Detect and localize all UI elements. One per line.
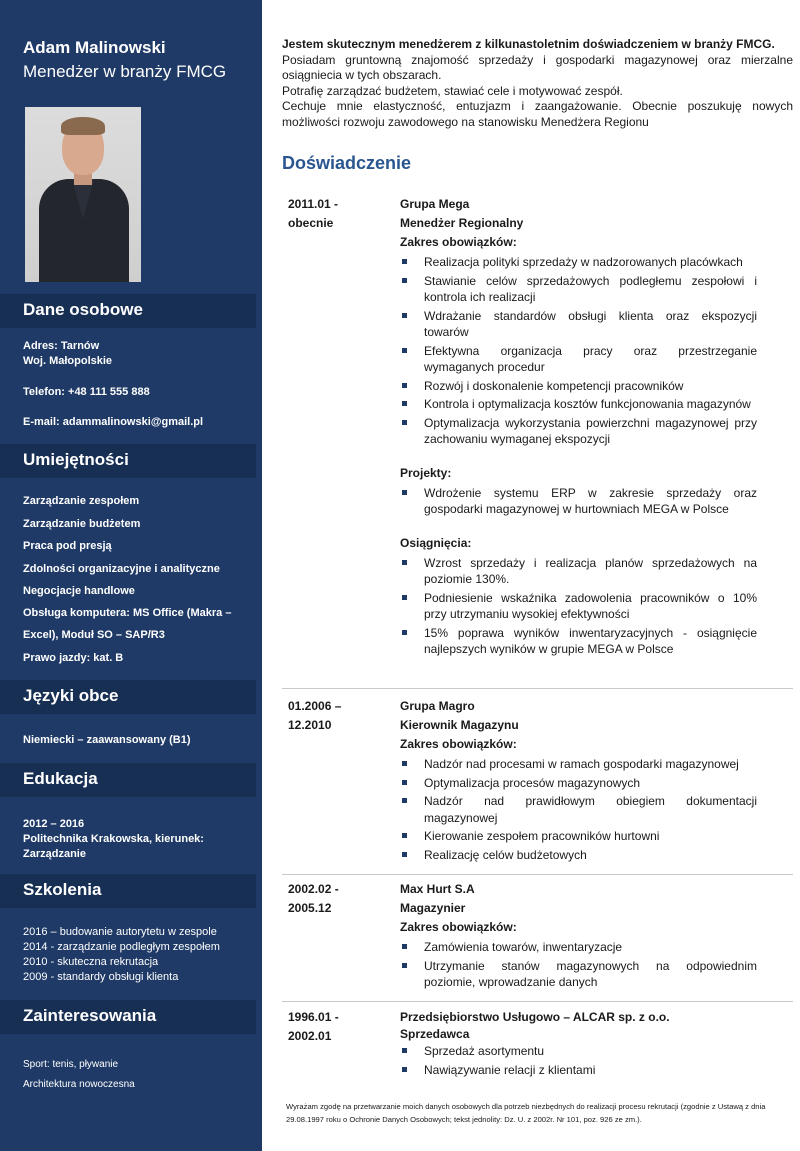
job-details: [400, 880, 757, 991]
list-item: Podniesienie wskaźnika zadowolenia pracowników o 10% przy utrzymaniu wysokiej efektywności: [400, 590, 757, 623]
divider: [282, 688, 793, 689]
section-personal: [0, 294, 256, 328]
list-item: Nadzór nad procesami w ramach gospodarki magazynowej: [400, 756, 757, 773]
education-field: Zarządzanie: [23, 848, 86, 860]
list-item: Sprzedaż asortymentu: [400, 1043, 757, 1060]
training-item: 2014 - zarządzanie podległym zespołem: [23, 941, 220, 953]
projects-label: Projekty:: [400, 465, 452, 480]
training-item: 2010 - skuteczna rekrutacja: [23, 956, 159, 968]
summary-paragraph: Posiadam gruntowną znajomość sprzedaży i gospodarki magazynowej oraz mierzalne osiągniecia w tych obszarach.: [282, 52, 793, 82]
job-dates: [288, 1008, 378, 1046]
region-line: Woj. Małopolskie: [23, 355, 113, 367]
duties-list: [400, 939, 757, 991]
job-details: [400, 697, 757, 863]
sidebar: [0, 0, 262, 1151]
section-trainings: [0, 874, 256, 908]
duties-list: [400, 1043, 757, 1078]
section-skills: [0, 444, 256, 478]
gdpr-consent: Wyrażam zgodę na przetwarzanie moich danych osobowych dla potrzeb niezbędnych do realizacji procesu rekrutacji (zgodnie z Ustawą z dnia 29.08.1997 roku o Ochronie Danych Osobowych; tekst jednolity: Dz. U. z 2002r. Nr 101, poz. 926 ze zm.).: [286, 1102, 766, 1124]
interest-item: Sport: tenis, pływanie: [23, 1059, 119, 1070]
job-company: Max Hurt S.A: [400, 882, 475, 896]
job-dates: [288, 880, 378, 918]
projects-list: [400, 485, 757, 518]
list-item: Realizację celów budżetowych: [400, 847, 757, 864]
job-date-end: 2002.01: [288, 1029, 332, 1043]
job-company: Grupa Mega: [400, 197, 470, 211]
list-item: Nawiązywanie relacji z klientami: [400, 1062, 757, 1079]
skill-item: Zdolności organizacyjne i analityczne: [23, 563, 220, 575]
list-item: 15% poprawa wyników inwentaryzacyjnych - osiągnięcie najlepszych wyników w grupie MEGA w Polsce: [400, 625, 757, 658]
section-heading: Umiejętności: [23, 450, 129, 469]
skill-item: Negocjacje handlowe: [23, 585, 135, 597]
skill-item: Excel), Moduł SO – SAP/R3: [23, 629, 165, 641]
job-role: Kierownik Magazynu: [400, 718, 519, 732]
address-line: Adres: Tarnów: [23, 340, 100, 352]
duties-list: [400, 254, 757, 448]
training-item: 2009 - standardy obsługi klienta: [23, 971, 179, 983]
interest-item: Architektura nowoczesna: [23, 1079, 135, 1090]
list-item: Optymalizacja wykorzystania powierzchni magazynowej przy zachowaniu wymaganej ekspozycji: [400, 415, 757, 448]
skill-item: Obsługa komputera: MS Office (Makra –: [23, 607, 232, 619]
job-role: Sprzedawca: [400, 1027, 470, 1041]
job-details: [400, 1008, 757, 1078]
section-heading: Języki obce: [23, 686, 119, 705]
summary-lead: Jestem skutecznym menedżerem z kilkunastoletnim doświadczeniem w branży FMCG.: [282, 37, 775, 51]
list-item: Stawianie celów sprzedażowych podległemu zespołowi i kontrola ich realizacji: [400, 273, 757, 306]
training-item: 2016 – budowanie autorytetu w zespole: [23, 926, 217, 938]
list-item: Optymalizacja procesów magazynowych: [400, 775, 757, 792]
job-role: Magazynier: [400, 901, 466, 915]
list-item: Nadzór nad prawidłowym obiegiem dokumentacji magazynowej: [400, 793, 757, 826]
list-item: Efektywna organizacja pracy oraz przestrzeganie wymaganych procedur: [400, 343, 757, 376]
list-item: Realizacja polityki sprzedaży w nadzorowanych placówkach: [400, 254, 757, 271]
email-line[interactable]: E-mail: adammalinowski@gmail.pl: [23, 416, 204, 428]
section-heading: Szkolenia: [23, 880, 102, 899]
job-date-start: 2002.02 -: [288, 882, 339, 896]
job-date-start: 01.2006 –: [288, 699, 342, 713]
list-item: Zamówienia towarów, inwentaryzacje: [400, 939, 757, 956]
list-item: Kierowanie zespołem pracowników hurtowni: [400, 828, 757, 845]
summary-paragraph: Cechuje mnie elastyczność, entuzjazm i zaangażowanie. Obecnie poszukuję nowych możliwości rozwoju zawodowego na stanowisku Menedżera Regionu: [282, 99, 793, 129]
list-item: Utrzymanie stanów magazynowych na odpowiednim poziomie, wprowadzanie danych: [400, 958, 757, 991]
job-date-end: 2005.12: [288, 901, 332, 915]
language-item: Niemiecki – zaawansowany (B1): [23, 734, 191, 746]
list-item: Wzrost sprzedaży i realizacja planów sprzedażowych na poziomie 130%.: [400, 555, 757, 588]
job-company: Przedsiębiorstwo Usługowo – ALCAR sp. z o.o.: [400, 1010, 670, 1024]
job-dates: [288, 697, 378, 735]
list-item: Kontrola i optymalizacja kosztów funkcjonowania magazynów: [400, 396, 757, 413]
job-date-end: obecnie: [288, 216, 334, 230]
section-heading: Dane osobowe: [23, 300, 143, 319]
section-education: [0, 763, 256, 797]
duties-list: [400, 756, 757, 863]
job-dates: [288, 195, 378, 233]
job-date-start: 2011.01 -: [288, 197, 339, 211]
section-heading: Edukacja: [23, 769, 98, 788]
job-company: Grupa Magro: [400, 699, 475, 713]
duties-label: Zakres obowiązków:: [400, 737, 517, 751]
profile-photo: [25, 107, 141, 282]
divider: [282, 874, 793, 875]
job-role: Menedżer Regionalny: [400, 216, 524, 230]
skill-item: Zarządzanie budżetem: [23, 518, 141, 530]
list-item: Rozwój i doskonalenie kompetencji pracowników: [400, 378, 757, 395]
duties-label: Zakres obowiązków:: [400, 920, 517, 934]
job-date-end: 12.2010: [288, 718, 332, 732]
candidate-title: Menedżer w branży FMCG: [23, 62, 227, 81]
candidate-name: Adam Malinowski: [23, 38, 166, 57]
achievements-label: Osiągnięcia:: [400, 535, 472, 550]
skill-item: Prawo jazdy: kat. B: [23, 652, 124, 664]
achievements-list: [400, 555, 757, 658]
skill-item: Zarządzanie zespołem: [23, 495, 140, 507]
education-school: Politechnika Krakowska, kierunek:: [23, 833, 204, 845]
list-item: Wdrożenie systemu ERP w zakresie sprzedaży oraz gospodarki magazynowej w hurtowniach MEGA w Polsce: [400, 485, 757, 518]
job-details: [400, 195, 757, 658]
education-years: 2012 – 2016: [23, 818, 85, 830]
profile-summary: [282, 37, 793, 130]
job-date-start: 1996.01 -: [288, 1010, 339, 1024]
summary-paragraph: Potrafię zarządzać budżetem, stawiać cele i motywować zespół.: [282, 83, 623, 98]
section-languages: [0, 680, 256, 714]
phone-line: Telefon: +48 111 555 888: [23, 386, 150, 398]
divider: [282, 1001, 793, 1002]
section-heading: Zainteresowania: [23, 1006, 157, 1025]
duties-label: Zakres obowiązków:: [400, 235, 517, 249]
experience-heading: Doświadczenie: [282, 153, 412, 173]
section-interests: [0, 1000, 256, 1034]
list-item: Wdrażanie standardów obsługi klienta oraz ekspozycji towarów: [400, 308, 757, 341]
skill-item: Praca pod presją: [23, 540, 112, 552]
